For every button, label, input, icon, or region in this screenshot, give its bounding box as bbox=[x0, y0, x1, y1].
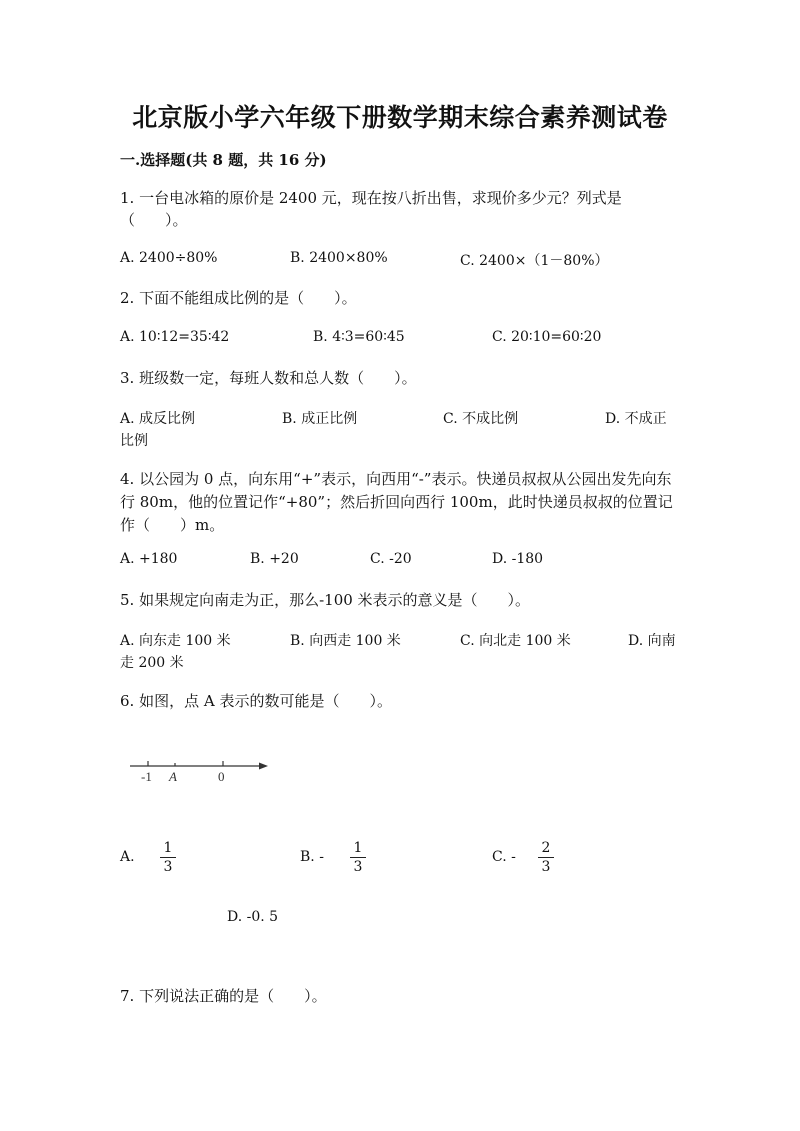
q5-option-d: D. 向南 bbox=[628, 633, 676, 649]
q6-option-b-fraction bbox=[350, 840, 366, 875]
q6-option-d: D. -0. 5 bbox=[227, 909, 279, 925]
q4-option-a: A. +180 bbox=[120, 551, 178, 567]
fraction-denominator: 3 bbox=[163, 859, 173, 875]
label-point-a: A bbox=[169, 769, 177, 784]
fraction-bar bbox=[538, 857, 554, 858]
q1-option-a: A. 2400÷80% bbox=[120, 250, 218, 266]
fraction-bar bbox=[350, 857, 366, 858]
question-2: 2. 下面不能组成比例的是（ ）。 bbox=[120, 289, 357, 307]
question-3: 3. 班级数一定，每班人数和总人数（ ）。 bbox=[120, 369, 417, 387]
label-zero: 0 bbox=[218, 769, 225, 784]
fraction-numerator: 1 bbox=[163, 840, 173, 856]
q1-option-c: C. 2400×（1－80%） bbox=[460, 253, 609, 269]
question-6: 6. 如图，点 A 表示的数可能是（ ）。 bbox=[120, 692, 392, 710]
q3-option-a: A. 成反比例 bbox=[120, 411, 196, 427]
question-1: 1. 一台电冰箱的原价是 2400 元，现在按八折出售，求现价多少元？列式是（ ）。 bbox=[120, 189, 622, 229]
q1-option-b: B. 2400×80% bbox=[290, 250, 388, 266]
q5-option-b: B. 向西走 100 米 bbox=[290, 633, 401, 649]
number-line-arrow bbox=[259, 763, 268, 770]
label-minus-one: -1 bbox=[141, 769, 152, 784]
fraction-bar bbox=[160, 857, 176, 858]
q6-option-c-fraction bbox=[538, 840, 554, 875]
fraction-denominator: 3 bbox=[353, 859, 363, 875]
q3-option-b: B. 成正比例 bbox=[282, 411, 358, 427]
q3-option-d: D. 不成正 bbox=[605, 411, 667, 427]
q2-option-c: C. 20∶10=60∶20 bbox=[492, 329, 602, 345]
q6-option-a: A. bbox=[120, 849, 135, 865]
q2-option-a: A. 10∶12=35∶42 bbox=[120, 329, 230, 345]
q5-option-d-wrap: 走 200 米 bbox=[120, 655, 184, 671]
q5-option-a: A. 向东走 100 米 bbox=[120, 633, 231, 649]
q6-option-c: C. - bbox=[492, 849, 516, 865]
section-heading: 一.选择题(共 8 题，共 16 分) bbox=[120, 151, 327, 169]
q3-option-c: C. 不成比例 bbox=[443, 411, 519, 427]
question-4: 4. 以公园为 0 点，向东用“+”表示，向西用“-”表示。快递员叔叔从公园出发先向东行 80m，他的位置记作“+80”；然后折回向西行 100m，此时快递员叔叔的位置记作（ ）m。 bbox=[120, 470, 673, 534]
q2-option-b: B. 4∶3=60∶45 bbox=[313, 329, 405, 345]
question-5: 5. 如果规定向南走为正，那么-100 米表示的意义是（ ）。 bbox=[120, 591, 531, 609]
q6-option-b: B. - bbox=[300, 849, 324, 865]
q3-option-d-wrap: 比例 bbox=[120, 433, 148, 449]
q5-option-c: C. 向北走 100 米 bbox=[460, 633, 571, 649]
fraction-numerator: 2 bbox=[541, 840, 551, 856]
q4-option-c: C. -20 bbox=[370, 551, 412, 567]
q4-option-b: B. +20 bbox=[250, 551, 299, 567]
q4-option-d: D. -180 bbox=[492, 551, 544, 567]
number-line bbox=[128, 752, 273, 784]
fraction-denominator: 3 bbox=[541, 859, 551, 875]
fraction-numerator: 1 bbox=[353, 840, 363, 856]
q6-option-a-fraction bbox=[160, 840, 176, 875]
question-7: 7. 下列说法正确的是（ ）。 bbox=[120, 987, 327, 1005]
page-title: 北京版小学六年级下册数学期末综合素养测试卷 bbox=[132, 103, 668, 132]
